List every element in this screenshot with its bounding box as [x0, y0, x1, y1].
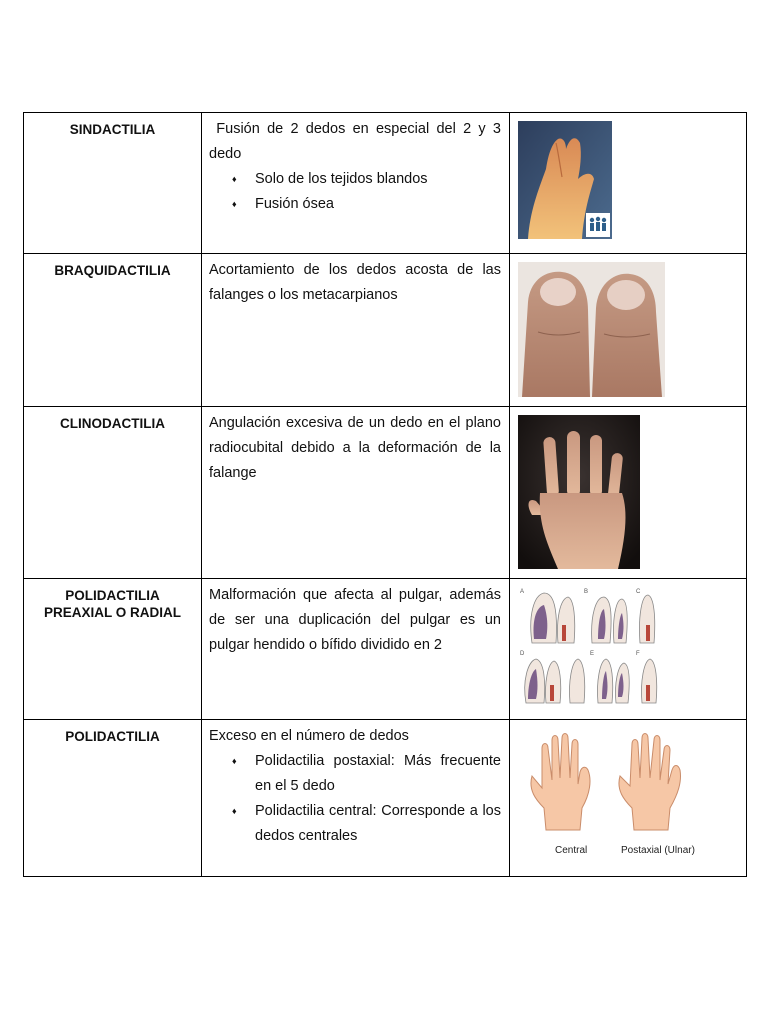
svg-text:C: C	[636, 589, 641, 595]
term-cell: POLIDACTILIA PREAXIAL O RADIAL	[24, 579, 202, 720]
clinodactyly-hand-photo-icon	[518, 415, 640, 569]
svg-text:A: A	[520, 589, 525, 595]
bullet-list	[209, 749, 501, 849]
svg-text:D: D	[520, 651, 525, 657]
list-item: ♦ Fusión ósea	[255, 192, 501, 217]
description-text: Malformación que afecta al pulgar, además de ser una duplicación del pulgar es un pulgar hendido o bífido dividido en 2	[209, 587, 501, 653]
description-text: Exceso en el número de dedos	[209, 728, 409, 744]
image-cell	[510, 113, 747, 254]
list-item: ♦ Solo de los tejidos blandos	[255, 167, 501, 192]
description-text: Angulación excesiva de un dedo en el plano radiocubital debido a la deformación de la falange	[209, 415, 501, 481]
term-cell: CLINODACTILIA	[24, 407, 202, 579]
table-row	[24, 720, 747, 877]
list-item: ♦ Polidactilia postaxial: Más frecuente en el 5 dedo	[255, 749, 501, 799]
svg-text:F: F	[636, 651, 640, 657]
brachydactyly-thumbs-photo-icon	[518, 262, 665, 397]
description-cell	[202, 407, 510, 579]
list-item: ♦ Polidactilia central: Corresponde a los dedos centrales	[255, 799, 501, 849]
description-cell	[202, 113, 510, 254]
image-cell	[510, 407, 747, 579]
bullet-list	[209, 167, 501, 217]
table-row	[24, 579, 747, 720]
image-cell	[510, 720, 747, 877]
image-cell	[510, 579, 747, 720]
description-text: Acortamiento de los dedos acosta de las falanges o los metacarpianos	[209, 262, 501, 303]
syndactyly-hand-photo-icon	[518, 121, 612, 239]
description-cell	[202, 254, 510, 407]
description-text: Fusión de 2 dedos en especial del 2 y 3 dedo	[209, 121, 506, 162]
table-row	[24, 407, 747, 579]
preaxial-polydactyly-diagrams-icon	[518, 585, 662, 709]
table-row	[24, 113, 747, 254]
term-cell: POLIDACTILIA	[24, 720, 202, 877]
table-row	[24, 254, 747, 407]
description-cell	[202, 720, 510, 877]
malformations-table	[23, 112, 747, 877]
term-cell: SINDACTILIA	[24, 113, 202, 254]
term-cell: BRAQUIDACTILIA	[24, 254, 202, 407]
image-caption-postaxial: Postaxial (Ulnar)	[621, 845, 695, 856]
description-cell	[202, 579, 510, 720]
svg-text:B: B	[584, 589, 589, 595]
image-cell	[510, 254, 747, 407]
image-caption-central: Central	[555, 845, 588, 856]
svg-text:E: E	[590, 651, 595, 657]
